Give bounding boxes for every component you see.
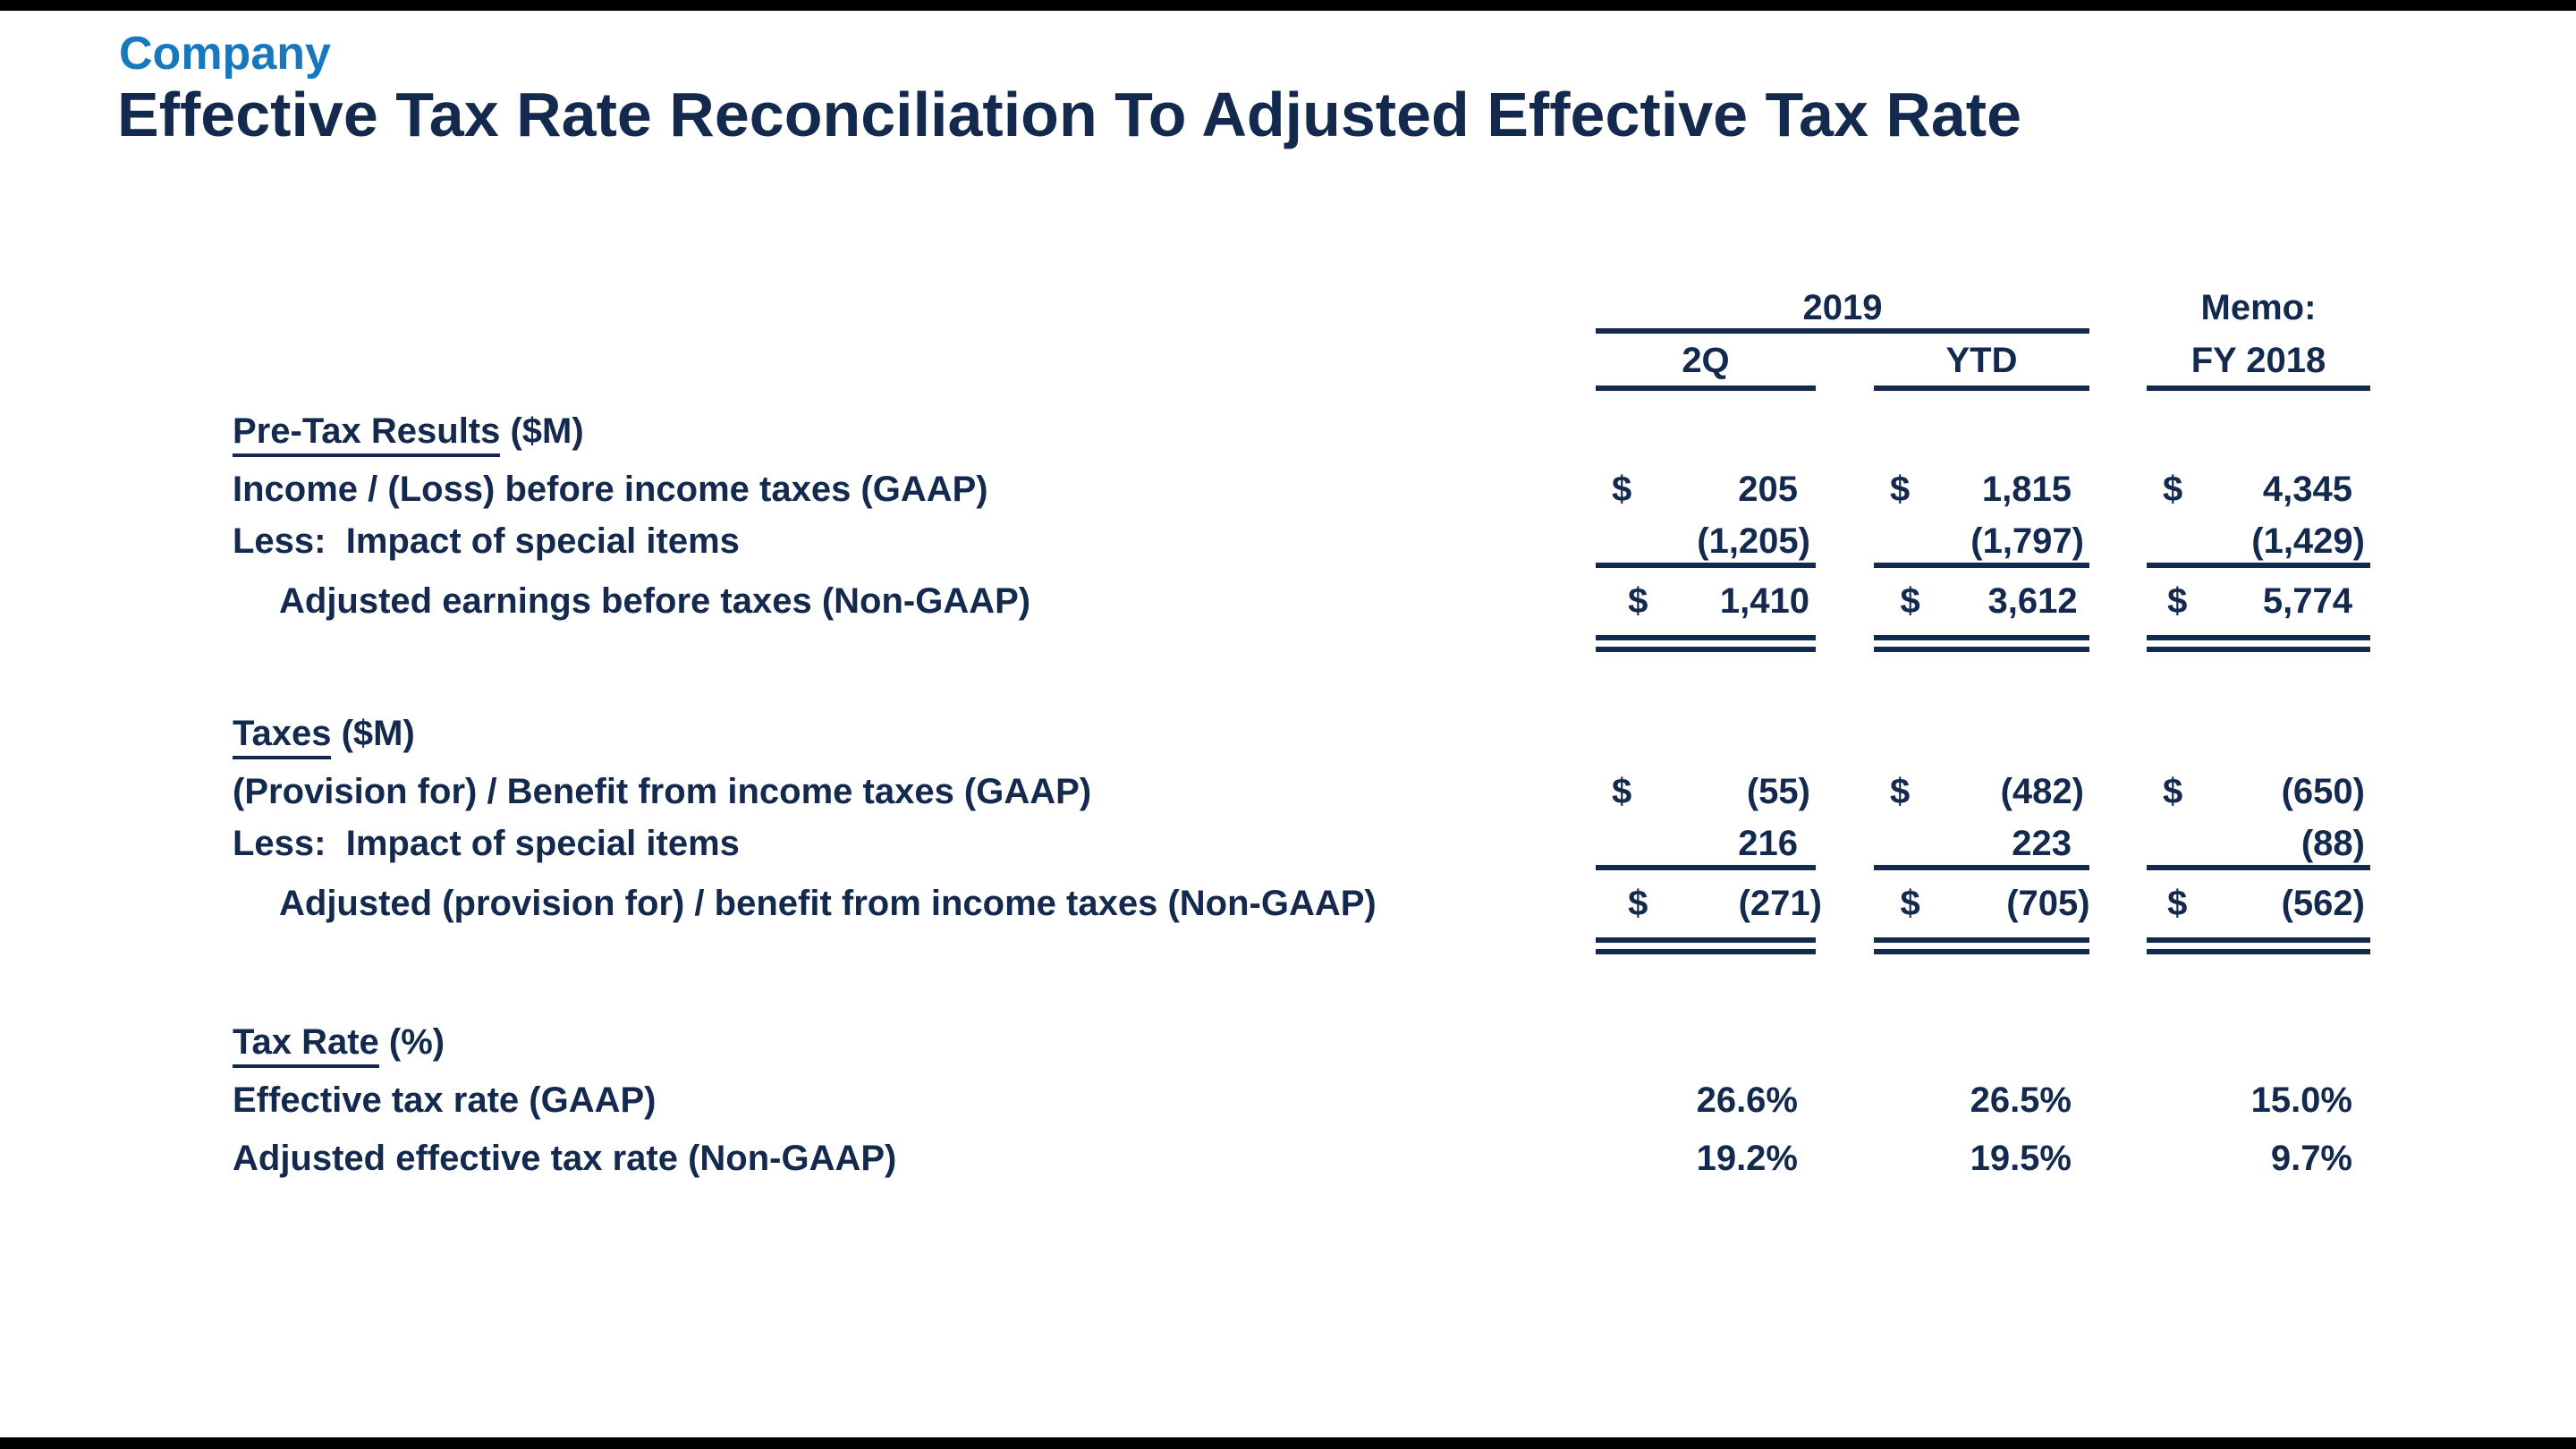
currency-symbol: $ [1628,884,1648,923]
currency-symbol: $ [1890,470,1911,509]
currency-symbol: $ [1628,581,1648,621]
table-row-less-special-items-pretax: Less: Impact of special items (1,205) (1,797) (1,429) [233,519,2370,568]
section-heading-pretax [233,402,2370,461]
value-cell: 15.0% [2250,1080,2352,1120]
value-cell: 223 [1874,821,2089,870]
section-heading-taxes [233,705,2370,763]
double-underline [2147,937,2370,954]
section-heading-suffix: ($M) [331,714,415,753]
value-cell: (1,205) [1596,519,1816,568]
value-cell: 19.5% [1970,1139,2072,1178]
currency-symbol: $ [2167,884,2188,923]
double-rule-row [233,937,2370,954]
table-row-provision-income-taxes: (Provision for) / Benefit from income taxes (GAAP) $ (55) $ (482) $ (650) [233,763,2370,821]
column-header-ytd: YTD [1874,334,2089,391]
currency-symbol: $ [1900,884,1920,923]
top-edge-bar [0,0,2576,11]
company-label: Company [119,28,331,80]
section-heading-tax-rate [233,1013,2370,1072]
page-title: Effective Tax Rate Reconciliation To Adjusted Effective Tax Rate [117,80,2022,149]
double-underline [1874,937,2089,954]
year-group-header: 2019 [1596,282,2089,334]
tax-reconciliation-table [233,282,2370,1188]
table-row-adjusted-provision: Adjusted (provision for) / benefit from income taxes (Non-GAAP) $ (271) $ (705) $ (562) [233,870,2370,937]
double-underline [1596,937,1816,954]
double-underline [1874,635,2089,652]
table-row-adjusted-effective-tax-rate: Adjusted effective tax rate (Non-GAAP) 19.2% 19.5% 9.7% [233,1130,2370,1188]
table-row-effective-tax-rate: Effective tax rate (GAAP) 26.6% 26.5% 15.0% [233,1072,2370,1130]
section-heading-underlined: Pre-Tax Results [233,411,500,457]
value-cell: $ (271) [1612,870,1827,937]
section-heading-underlined: Tax Rate [233,1022,379,1068]
value-cell: $ 1,410 [1612,568,1827,635]
value-cell: 26.5% [1970,1080,2072,1120]
section-heading-suffix: (%) [378,1022,445,1062]
table-row-adjusted-earnings: Adjusted earnings before taxes (Non-GAAP) $ 1,410 $ 3,612 $ 5,774 [233,568,2370,635]
value-cell: $ (562) [2151,870,2370,937]
currency-symbol: $ [2167,581,2188,621]
value-cell: (1,429) [2147,519,2370,568]
table-row-less-special-items-taxes: Less: Impact of special items 216 223 (88) [233,821,2370,870]
table-row-income-before-taxes: Income / (Loss) before income taxes (GAAP) $ 205 $ 1,815 $ 4,345 [233,461,2370,519]
value-cell: 26.6% [1696,1080,1798,1120]
value-cell: 19.2% [1696,1139,1798,1178]
value-cell: $ 5,774 [2151,568,2370,635]
currency-symbol: $ [1890,772,1911,811]
value-cell: (1,797) [1874,519,2089,568]
currency-symbol: $ [1900,581,1920,621]
bottom-edge-bar [0,1437,2576,1449]
currency-symbol: $ [2163,772,2183,811]
currency-symbol: $ [1612,470,1632,509]
table-column-header-row [233,334,2370,391]
value-cell: (88) [2147,821,2370,870]
value-cell: $ (705) [1885,870,2096,937]
table-header-group-row [233,282,2370,334]
section-heading-suffix: ($M) [500,411,584,451]
section-heading-underlined: Taxes [233,714,331,759]
value-cell: $ (482) [1874,763,2089,821]
value-cell: $ 205 [1596,461,1816,519]
double-rule-row [233,635,2370,652]
value-cell: $ (55) [1596,763,1816,821]
column-header-2q: 2Q [1596,334,1816,391]
currency-symbol: $ [1612,772,1632,811]
value-cell: $ (650) [2147,763,2370,821]
column-header-fy2018: FY 2018 [2147,334,2370,391]
double-underline [1596,635,1816,652]
value-cell: 9.7% [2270,1139,2352,1178]
double-underline [2147,635,2370,652]
value-cell: $ 4,345 [2147,461,2370,519]
value-cell: $ 1,815 [1874,461,2089,519]
currency-symbol: $ [2163,470,2183,509]
value-cell: $ 3,612 [1885,568,2096,635]
memo-header: Memo: [2200,288,2317,327]
value-cell: 216 [1596,821,1816,870]
